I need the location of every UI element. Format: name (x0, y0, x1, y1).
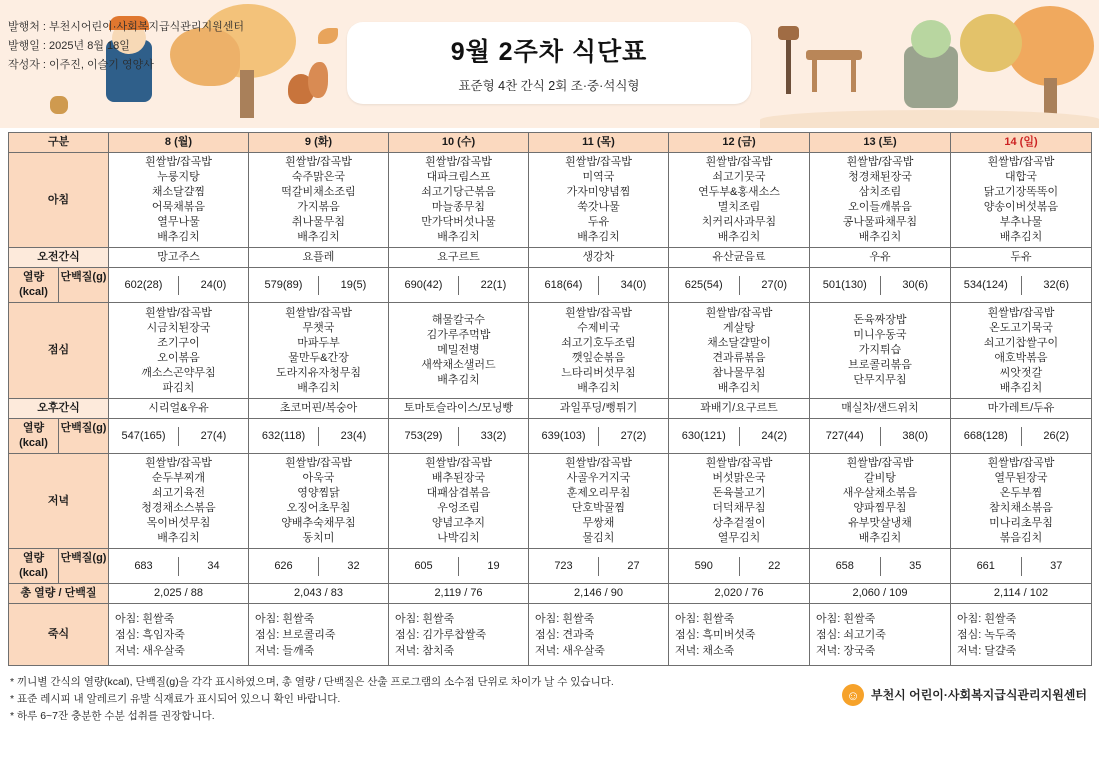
issuer-line-1: 발행처 : 부천시어린이·사회복지급식관리지원센터 (8, 21, 244, 33)
menu-sheet (0, 128, 1099, 666)
dinner-day-1: 흰쌀밥/잡곡밥 아욱국 영양찜닭 오징어초무침 양배추숙채무침 동치미 (249, 454, 389, 549)
label-lunch-kcal (9, 419, 109, 454)
label-dinner-kcal (9, 549, 109, 584)
b-kcal-3: 618(64) (529, 276, 599, 295)
l-kcal-6: 668(128) (951, 427, 1022, 446)
b-prot-4: 27(0) (761, 278, 788, 291)
row-afternoon-snack (9, 399, 1092, 419)
porridge-day-3: 아침: 흰쌀죽 점심: 견과죽 저녁: 새우살죽 (529, 604, 669, 666)
footnote-2: * 표준 레시피 내 알레르기 유발 식재료가 표시되어 있으니 확인 바랍니다. (10, 693, 341, 705)
afternoon-snack-day-3: 과일푸딩/뻥튀기 (529, 399, 669, 419)
morning-snack-day-1: 요플레 (249, 248, 389, 268)
morning-snack-day-6: 두유 (951, 248, 1092, 268)
label-lunch: 점심 (9, 303, 109, 399)
row-dinner-kcal (9, 549, 1092, 584)
b-prot-0: 24(0) (200, 278, 227, 291)
morning-snack-day-2: 요구르트 (389, 248, 529, 268)
row-dinner (9, 454, 1092, 549)
d-kcal-6: 661 (951, 557, 1022, 576)
breakfast-kcal-day-5 (810, 268, 951, 303)
label-breakfast: 아침 (9, 153, 109, 248)
l-prot-5: 38(0) (902, 429, 929, 442)
squirrel-tail-icon (308, 62, 328, 98)
breakfast-day-4: 흰쌀밥/잡곡밥 쇠고기뭇국 연두부&홍새소스 멸치조림 치커리사과무침 배추김치 (669, 153, 810, 248)
col-day-5: 13 (토) (810, 133, 951, 153)
table-header-row (9, 133, 1092, 153)
breakfast-kcal-day-4 (669, 268, 810, 303)
afternoon-snack-day-4: 꽈배기/요구르트 (669, 399, 810, 419)
leaf-small-icon (318, 28, 338, 44)
breakfast-day-6: 흰쌀밥/잡곡밥 대합국 닭고기장똑똑이 양송이버섯볶음 부추나물 배추김치 (951, 153, 1092, 248)
breakfast-kcal-day-6 (951, 268, 1092, 303)
row-porridge (9, 604, 1092, 666)
row-morning-snack (9, 248, 1092, 268)
tree-mid-right-icon (960, 14, 1022, 72)
col-day-0: 8 (월) (109, 133, 249, 153)
dinner-day-6: 흰쌀밥/잡곡밥 열무된장국 온두부찜 참치채소볶음 미나리초무침 볶음김치 (951, 454, 1092, 549)
title-card (347, 22, 751, 104)
total-day-0: 2,025 / 88 (109, 584, 249, 604)
dinner-kcal-day-2 (389, 549, 529, 584)
label-dinner: 저녁 (9, 454, 109, 549)
d-prot-1: 32 (347, 559, 360, 572)
dinner-kcal-day-3 (529, 549, 669, 584)
dinner-day-5: 흰쌀밥/잡곡밥 갈비탕 새우살채소볶음 양파찜무침 유부맛살냉채 배추김치 (810, 454, 951, 549)
dinner-kcal-day-1 (249, 549, 389, 584)
morning-snack-day-5: 우유 (810, 248, 951, 268)
lunch-day-6: 흰쌀밥/잡곡밥 온도고기묵국 쇠고기찹쌀구이 애호박볶음 씨앗젓갈 배추김치 (951, 303, 1092, 399)
lamp-post-icon (786, 36, 791, 94)
bench-legs-icon (812, 60, 856, 92)
l-kcal-0: 547(165) (109, 427, 179, 446)
dinner-day-3: 흰쌀밥/잡곡밥 사골우거지국 훈제오리무침 단호박꿀찜 무쌍채 물김치 (529, 454, 669, 549)
label-kcal-b: 열량(kcal) (9, 268, 59, 302)
dinner-kcal-day-5 (810, 549, 951, 584)
l-prot-6: 26(2) (1043, 429, 1070, 442)
issuer-line-2: 발행일 : 2025년 8월 18일 (8, 40, 130, 52)
d-prot-6: 37 (1050, 559, 1063, 572)
total-day-6: 2,114 / 102 (951, 584, 1092, 604)
d-kcal-5: 658 (810, 557, 881, 576)
morning-snack-day-3: 생강차 (529, 248, 669, 268)
center-logo-text: 부천시 어린이·사회복지급식관리지원센터 (871, 687, 1087, 702)
page-header (0, 0, 1099, 128)
col-day-1: 9 (화) (249, 133, 389, 153)
col-day-3: 11 (목) (529, 133, 669, 153)
porridge-day-0: 아침: 흰쌀죽 점심: 흑임자죽 저녁: 새우살죽 (109, 604, 249, 666)
footnote-3: * 하루 6~7잔 충분한 수분 섭취를 권장합니다. (10, 710, 215, 722)
label-morning-snack: 오전간식 (9, 248, 109, 268)
l-kcal-2: 753(29) (389, 427, 459, 446)
b-prot-1: 19(5) (340, 278, 367, 291)
d-prot-4: 22 (768, 559, 781, 572)
afternoon-snack-day-1: 초코머핀/복숭아 (249, 399, 389, 419)
page-title: 9월 2주차 식단표 (450, 38, 648, 66)
l-prot-4: 24(2) (761, 429, 788, 442)
b-kcal-4: 625(54) (669, 276, 740, 295)
b-kcal-6: 534(124) (951, 276, 1022, 295)
breakfast-day-1: 흰쌀밥/잡곡밥 숙주맑은국 떡갈비채소조림 가지볶음 취나물무침 배추김치 (249, 153, 389, 248)
issuer-line-3: 작성자 : 이주진, 이슬기 영양사 (8, 59, 154, 71)
l-kcal-3: 639(103) (529, 427, 599, 446)
col-day-4: 12 (금) (669, 133, 810, 153)
d-kcal-1: 626 (249, 557, 319, 576)
row-breakfast (9, 153, 1092, 248)
morning-snack-day-4: 유산균음료 (669, 248, 810, 268)
breakfast-kcal-day-3 (529, 268, 669, 303)
dinner-day-2: 흰쌀밥/잡곡밥 배추된장국 대패삼겹볶음 우엉조림 양념고추지 나박김치 (389, 454, 529, 549)
total-day-1: 2,043 / 83 (249, 584, 389, 604)
breakfast-day-3: 흰쌀밥/잡곡밥 미역국 가자미양념찜 쑥갓나물 두유 배추김치 (529, 153, 669, 248)
d-kcal-0: 683 (109, 557, 179, 576)
lunch-kcal-day-3 (529, 419, 669, 454)
l-prot-3: 27(2) (620, 429, 647, 442)
adult-head-icon (911, 20, 951, 58)
afternoon-snack-day-2: 토마토슬라이스/모닝빵 (389, 399, 529, 419)
label-protein-d: 단백질(g) (60, 552, 107, 564)
footnotes (0, 672, 1099, 734)
lunch-kcal-day-0 (109, 419, 249, 454)
l-prot-0: 27(4) (200, 429, 227, 442)
grass-patch-icon (760, 110, 1099, 128)
lunch-kcal-day-1 (249, 419, 389, 454)
smiley-logo-icon: ☺ (842, 684, 864, 706)
b-kcal-1: 579(89) (249, 276, 319, 295)
dinner-day-0: 흰쌀밥/잡곡밥 순두부찌개 쇠고기육전 청경채소스볶음 목이버섯무침 배추김치 (109, 454, 249, 549)
b-prot-5: 30(6) (902, 278, 929, 291)
lunch-kcal-day-6 (951, 419, 1092, 454)
label-protein-b: 단백질(g) (60, 271, 107, 283)
dinner-kcal-day-6 (951, 549, 1092, 584)
lunch-day-3: 흰쌀밥/잡곡밥 수제비국 쇠고기호두조림 깻잎순볶음 느타리버섯무침 배추김치 (529, 303, 669, 399)
page-subtitle: 표준형 4찬 간식 2회 조·중·석식형 (458, 79, 640, 93)
dinner-kcal-day-4 (669, 549, 810, 584)
b-prot-2: 22(1) (480, 278, 507, 291)
l-prot-1: 23(4) (340, 429, 367, 442)
acorn-icon (50, 96, 68, 114)
b-prot-3: 34(0) (620, 278, 647, 291)
b-kcal-5: 501(130) (810, 276, 881, 295)
breakfast-day-2: 흰쌀밥/잡곡밥 대파크림스프 쇠고기당근볶음 마늘종무침 만가닥버섯나물 배추김치 (389, 153, 529, 248)
label-porridge: 죽식 (9, 604, 109, 666)
afternoon-snack-day-0: 시리얼&우유 (109, 399, 249, 419)
d-kcal-2: 605 (389, 557, 459, 576)
d-kcal-3: 723 (529, 557, 599, 576)
col-day-6: 14 (일) (951, 133, 1092, 153)
col-division: 구분 (9, 133, 109, 153)
dinner-day-4: 흰쌀밥/잡곡밥 버섯맑은국 돈육불고기 더덕채무침 상추겉절이 열무김치 (669, 454, 810, 549)
breakfast-kcal-day-2 (389, 268, 529, 303)
label-protein-l: 단백질(g) (60, 422, 107, 434)
porridge-day-6: 아침: 흰쌀죽 점심: 녹두죽 저녁: 달걀죽 (951, 604, 1092, 666)
footnote-1: * 끼니별 간식의 열량(kcal), 단백질(g)을 각각 표시하였으며, 총 열량 / 단백질은 산출 프로그램의 소수점 단위로 차이가 날 수 있습니다. (10, 676, 614, 688)
total-day-5: 2,060 / 109 (810, 584, 951, 604)
label-breakfast-kcal (9, 268, 109, 303)
col-day-2: 10 (수) (389, 133, 529, 153)
row-breakfast-kcal (9, 268, 1092, 303)
label-total: 총 열량 / 단백질 (9, 584, 109, 604)
lunch-kcal-day-2 (389, 419, 529, 454)
lunch-kcal-day-5 (810, 419, 951, 454)
row-lunch-kcal (9, 419, 1092, 454)
total-day-3: 2,146 / 90 (529, 584, 669, 604)
breakfast-kcal-day-1 (249, 268, 389, 303)
d-prot-3: 27 (627, 559, 640, 572)
d-kcal-4: 590 (669, 557, 740, 576)
porridge-day-5: 아침: 흰쌀죽 점심: 쇠고기죽 저녁: 장국죽 (810, 604, 951, 666)
lunch-day-4: 흰쌀밥/잡곡밥 게살탕 채소달걀말이 견과류볶음 참나물무침 배추김치 (669, 303, 810, 399)
b-prot-6: 32(6) (1043, 278, 1070, 291)
morning-snack-day-0: 망고주스 (109, 248, 249, 268)
center-logo (842, 684, 1087, 706)
lunch-day-1: 흰쌀밥/잡곡밥 무챗국 마파두부 물만두&간장 도라지유자청무침 배추김치 (249, 303, 389, 399)
label-kcal-l: 열량(kcal) (9, 419, 59, 453)
l-kcal-5: 727(44) (810, 427, 881, 446)
issuer-info (8, 18, 244, 75)
porridge-day-4: 아침: 흰쌀죽 점심: 흑미버섯죽 저녁: 채소죽 (669, 604, 810, 666)
row-lunch (9, 303, 1092, 399)
menu-table (8, 132, 1092, 666)
lunch-day-2: 해물칼국수 김가루주먹밥 메밀전병 새싹채소샐러드 배추김치 (389, 303, 529, 399)
porridge-day-2: 아침: 흰쌀죽 점심: 김가루찹쌀죽 저녁: 참치죽 (389, 604, 529, 666)
tree-left-trunk-icon (240, 70, 254, 118)
total-day-2: 2,119 / 76 (389, 584, 529, 604)
bench-icon (806, 50, 862, 60)
label-afternoon-snack: 오후간식 (9, 399, 109, 419)
b-kcal-2: 690(42) (389, 276, 459, 295)
row-total (9, 584, 1092, 604)
afternoon-snack-day-5: 매실차/샌드위치 (810, 399, 951, 419)
d-prot-0: 34 (207, 559, 220, 572)
total-day-4: 2,020 / 76 (669, 584, 810, 604)
label-kcal-d: 열량(kcal) (9, 549, 59, 583)
l-kcal-4: 630(121) (669, 427, 740, 446)
afternoon-snack-day-6: 마가레트/두유 (951, 399, 1092, 419)
d-prot-5: 35 (909, 559, 922, 572)
breakfast-day-0: 흰쌀밥/잡곡밥 누룽지탕 채소달걀찜 어묵채볶음 열무나물 배추김치 (109, 153, 249, 248)
b-kcal-0: 602(28) (109, 276, 179, 295)
lamp-head-icon (778, 26, 799, 40)
lunch-day-0: 흰쌀밥/잡곡밥 시금치된장국 조기구이 오이볶음 깨소스곤약무침 파김치 (109, 303, 249, 399)
lunch-day-5: 돈육짜장밥 미니우동국 가지튀습 브로콜리볶음 단무지무침 (810, 303, 951, 399)
dinner-kcal-day-0 (109, 549, 249, 584)
porridge-day-1: 아침: 흰쌀죽 점심: 브로콜리죽 저녁: 들깨죽 (249, 604, 389, 666)
l-kcal-1: 632(118) (249, 427, 319, 446)
l-prot-2: 33(2) (480, 429, 507, 442)
breakfast-kcal-day-0 (109, 268, 249, 303)
lunch-kcal-day-4 (669, 419, 810, 454)
d-prot-2: 19 (487, 559, 500, 572)
breakfast-day-5: 흰쌀밥/잡곡밥 청경채된장국 삼치조림 오이들깨볶음 콩나물파채무침 배추김치 (810, 153, 951, 248)
